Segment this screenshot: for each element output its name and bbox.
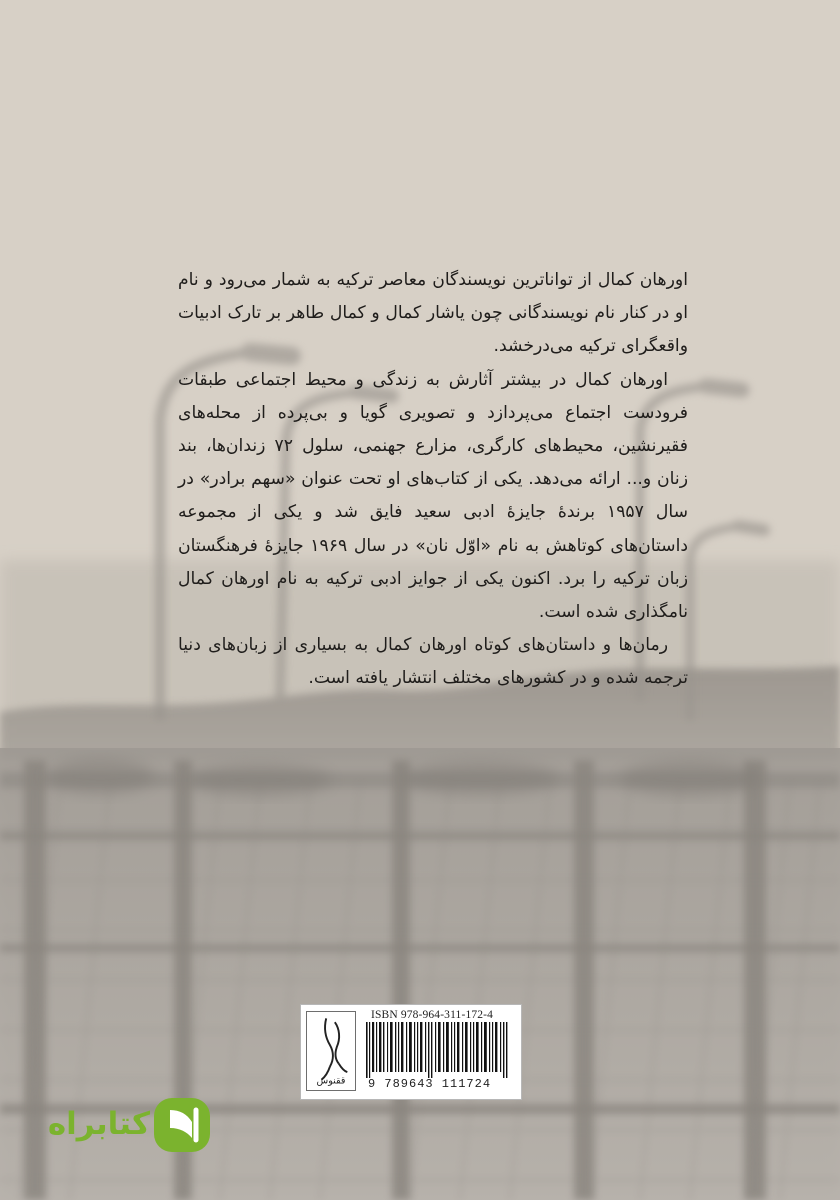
ketabrah-logo-icon bbox=[150, 1092, 214, 1156]
paragraph-1: اورهان کمال از تواناترین نویسندگان معاصر ترکیه به شمار می‌رود و نام او در کنار نام نویسندگانی چون یاشار کمال و کمال طاهر بر تارک ادبیات واقعگرای ترکیه می‌درخشد. bbox=[178, 270, 688, 357]
publisher-logo bbox=[306, 1011, 356, 1091]
back-cover-description bbox=[178, 264, 688, 696]
barcode-digits: 9 789643 111724 bbox=[368, 1077, 492, 1091]
bird-logo-icon bbox=[307, 1012, 355, 1090]
barcode bbox=[366, 1022, 512, 1078]
brand-name: کتابراه bbox=[47, 1106, 150, 1142]
paragraph-2: اورهان کمال در بیشتر آثارش به زندگی و محیط اجتماعی طبقات فرودست اجتماع می‌پردازد و تصویری گویا و بی‌پرده از محله‌های فقیرنشین، محیط‌های کارگری، مزارع جهنمی، سلول ۷۲ زندان‌ها، بند زنان و... ارائه می‌دهد. یکی از کتاب‌های او تحت عنوان «سهم برادر» در سال ۱۹۵۷ برندهٔ جایزهٔ ادبی سعید فایق شد و یکی از مجموعه داستان‌های کوتاهش به نام «اوّل نان» در سال ۱۹۶۹ جایزهٔ فرهنگستان زبان ترکیه را برد. اکنون یکی از جوایز ادبی ترکیه به نام اورهان کمال نامگذاری شده است. bbox=[178, 369, 689, 623]
publisher-logo-text: ققنوس bbox=[316, 1075, 346, 1087]
isbn-label: ISBN 978-964-311-172-4 bbox=[371, 1009, 494, 1021]
paragraph-3: رمان‌ها و داستان‌های کوتاه اورهان کمال به بسیاری از زبان‌های دنیا ترجمه شده و در کشورهای مختلف انتشار یافته است. bbox=[178, 635, 688, 689]
